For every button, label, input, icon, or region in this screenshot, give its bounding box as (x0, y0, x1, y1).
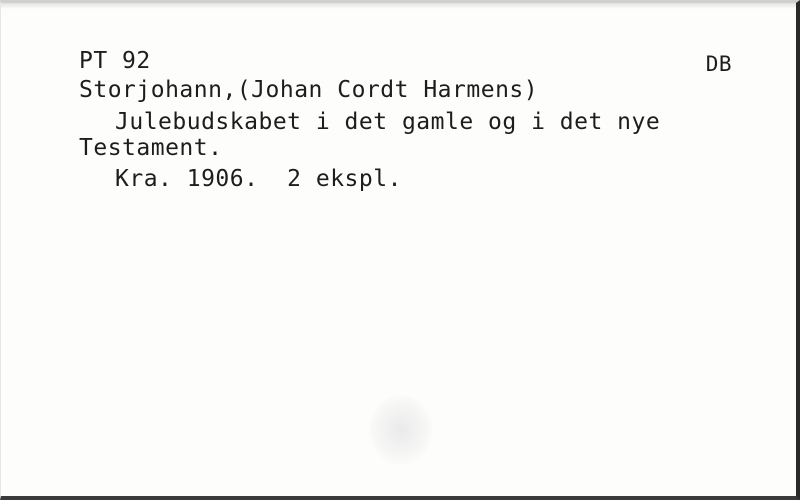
call-number: PT 92 (79, 48, 151, 74)
paper-stain (369, 395, 433, 465)
imprint-line: Kra. 1906. 2 ekspl. (115, 166, 402, 192)
location-code: DB (705, 52, 732, 76)
title-line-2: Testament. (79, 135, 223, 161)
author-heading: Storjohann,(Johan Cordt Harmens) (79, 77, 539, 103)
card-top-edge (1, 3, 796, 9)
title-line-1: Julebudskabet i det gamle og i det nye (115, 109, 661, 135)
